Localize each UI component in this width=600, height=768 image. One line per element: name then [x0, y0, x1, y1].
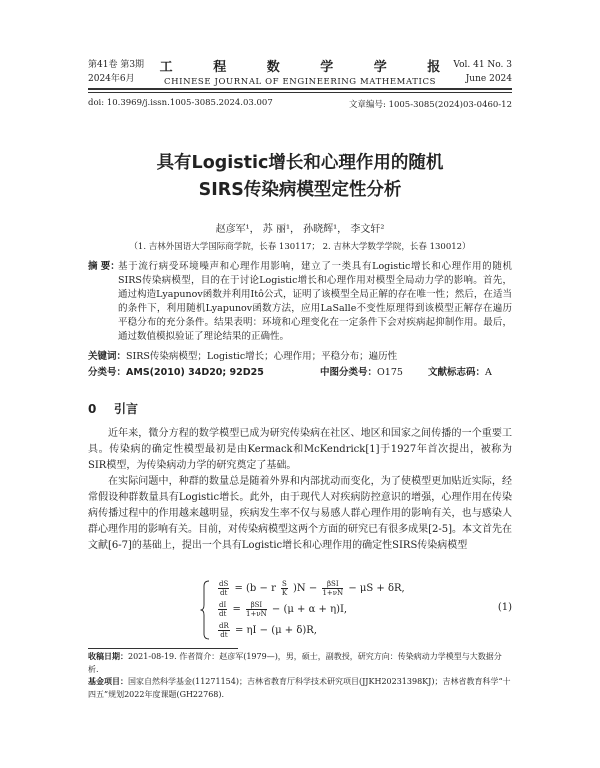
classification-value-2: O175	[377, 367, 403, 378]
section-heading	[88, 400, 138, 417]
paragraph-2: 在实际问题中，种群的数量总是随着外界和内部扰动而变化，为了使模型更加贴近实际，经常假设种群数量具有Logistic增长。此外，由于现代人对疾病防控意识的增强，心理作用在传染病传播过程中的作用越来越明显，疾病发生率不仅与易感人群心理作用的影响有关，也与感染人群心理作用的影响有关。目前，对传染病模型这两个方面的研究已有很多成果[2-5]。本文首先在文献[6-7]的基础上，提出一个具有Logistic增长和心理作用的确定性SIRS传染病模型	[88, 476, 512, 551]
section-number: 0	[88, 402, 97, 416]
section-title: 引言	[114, 402, 139, 416]
title-line-2: SIRS传染病模型定性分析	[198, 180, 402, 200]
header-right	[453, 58, 512, 86]
fraction: $\frac{S}{K}$	[281, 580, 288, 597]
volume-en: Vol. 41 No. 3	[453, 60, 512, 70]
footnote-received-text: 2021-08-19. 作者简介：赵彦军(1979—)，男，硕士，副教授，研究方向：传染病动力学模型与大数据分析.	[88, 652, 502, 674]
equation-line-3: $\frac{dR}{dt}$ = ηI − (μ + δ)R,	[219, 622, 317, 639]
date-cn: 2024年6月	[88, 74, 135, 84]
volume-cn: 第41卷 第3期	[88, 60, 145, 70]
classification-label-3: 文献标志码：	[428, 367, 486, 378]
classification-value-1: AMS(2010) 34D20; 92D25	[126, 367, 264, 378]
paper-title	[0, 150, 600, 204]
paragraph-1: 近年来，微分方程的数学模型已成为研究传染病在社区、地区和国家之间传播的一个重要工具。传染病的确定性模型最初是由Kermack和McKendrick[1]于1927年首次提出，被称为SIR模型，为传染病动力学的研究奠定了基础。	[88, 428, 512, 471]
fraction: $\frac{dI}{dt}$	[218, 601, 227, 618]
footnote-fund-text: 国家自然科学基金(11271154)；吉林省教育厅科学技术研究项目(JJKH20231398KJ)；吉林省教育科学“十四五”规划2022年度课题(GH22768).	[88, 677, 511, 699]
left-brace-icon	[200, 580, 210, 640]
classification-value-3: A	[485, 367, 492, 378]
authors: 赵彦军¹， 苏 丽¹， 孙晓辉¹， 李文轩²	[215, 224, 385, 235]
equation-number: (1)	[497, 602, 512, 613]
keywords	[88, 348, 512, 362]
article-number: 文章编号: 1005-3085(2024)03-0460-12	[349, 100, 512, 110]
header-rule-thin	[88, 92, 512, 93]
journal-title-en: CHINESE JOURNAL OF ENGINEERING MATHEMATICS	[164, 77, 436, 87]
journal-title-cn: 工 程 数 学 学 报	[159, 60, 459, 75]
equation-line-2: $\frac{dI}{dt}$ = $\frac{\text{βSI}}{1+\nu N}$ − (μ + α + η)I,	[218, 601, 348, 618]
footnote-fund-label: 基金项目：	[88, 677, 128, 686]
footnote	[88, 651, 512, 701]
classification-label-1: 分类号：	[88, 367, 127, 378]
classification-label-2: 中图分类号：	[320, 367, 378, 378]
classification-clc	[320, 364, 403, 378]
footnote-rule	[88, 648, 238, 649]
affiliations: （1. 吉林外国语大学国际商学院，长春 130117； 2. 吉林大学数学学院，长春 130012）	[129, 242, 471, 252]
classification-doc-code	[428, 364, 492, 378]
title-line-1: 具有Logistic增长和心理作用的随机	[156, 153, 444, 173]
abstract	[88, 260, 512, 344]
abstract-label: 摘 要：	[88, 261, 120, 272]
classification-ams	[88, 364, 264, 378]
footnote-received-label: 收稿日期：	[88, 652, 128, 661]
fraction: $\frac{dS}{dt}$	[219, 580, 229, 597]
abstract-text: 基于流行病受环境噪声和心理作用影响，建立了一类具有Logistic增长和心理作用的随机SIRS传染病模型，目的在于讨论Logistic增长和心理作用对模型全局动力学的影响。首先，通过构造Lyapunov函数并利用Itô公式，证明了该模型全局正解的存在唯一性；然后，在适当的条件下，利用随机Lyapunov函数方法，应用LaSalle不变性原理得到该模型正解存在遍历平稳分布的充分条件。结果表明：环境和心理变化在一定条件下会对疾病起抑制作用。最后，通过数值模拟验证了理论结果的正确性。	[118, 261, 512, 342]
footnote-fund	[88, 676, 512, 701]
keywords-label: 关键词：	[88, 351, 127, 362]
header-rule-thick	[88, 88, 512, 90]
date-en: June 2024	[465, 74, 512, 84]
fraction: $\frac{dR}{dt}$	[219, 622, 229, 639]
equation-1	[200, 580, 512, 642]
footnote-received	[88, 651, 512, 676]
keywords-text: SIRS传染病模型；Logistic增长；心理作用；平稳分布；遍历性	[126, 351, 398, 362]
fraction: $\frac{\text{βSI}}{1+\nu N}$	[246, 601, 267, 618]
fraction: $\frac{\text{βSI}}{1+\nu N}$	[322, 580, 344, 597]
doi: doi: 10.3969/j.issn.1005-3085.2024.03.007	[88, 98, 273, 108]
equation-line-1: $\frac{dS}{dt}$ = (b − r $\frac{S}{K}$ )N − $\frac{\text{βSI}}{1+\nu N}$ − μS + δR,	[219, 580, 405, 597]
